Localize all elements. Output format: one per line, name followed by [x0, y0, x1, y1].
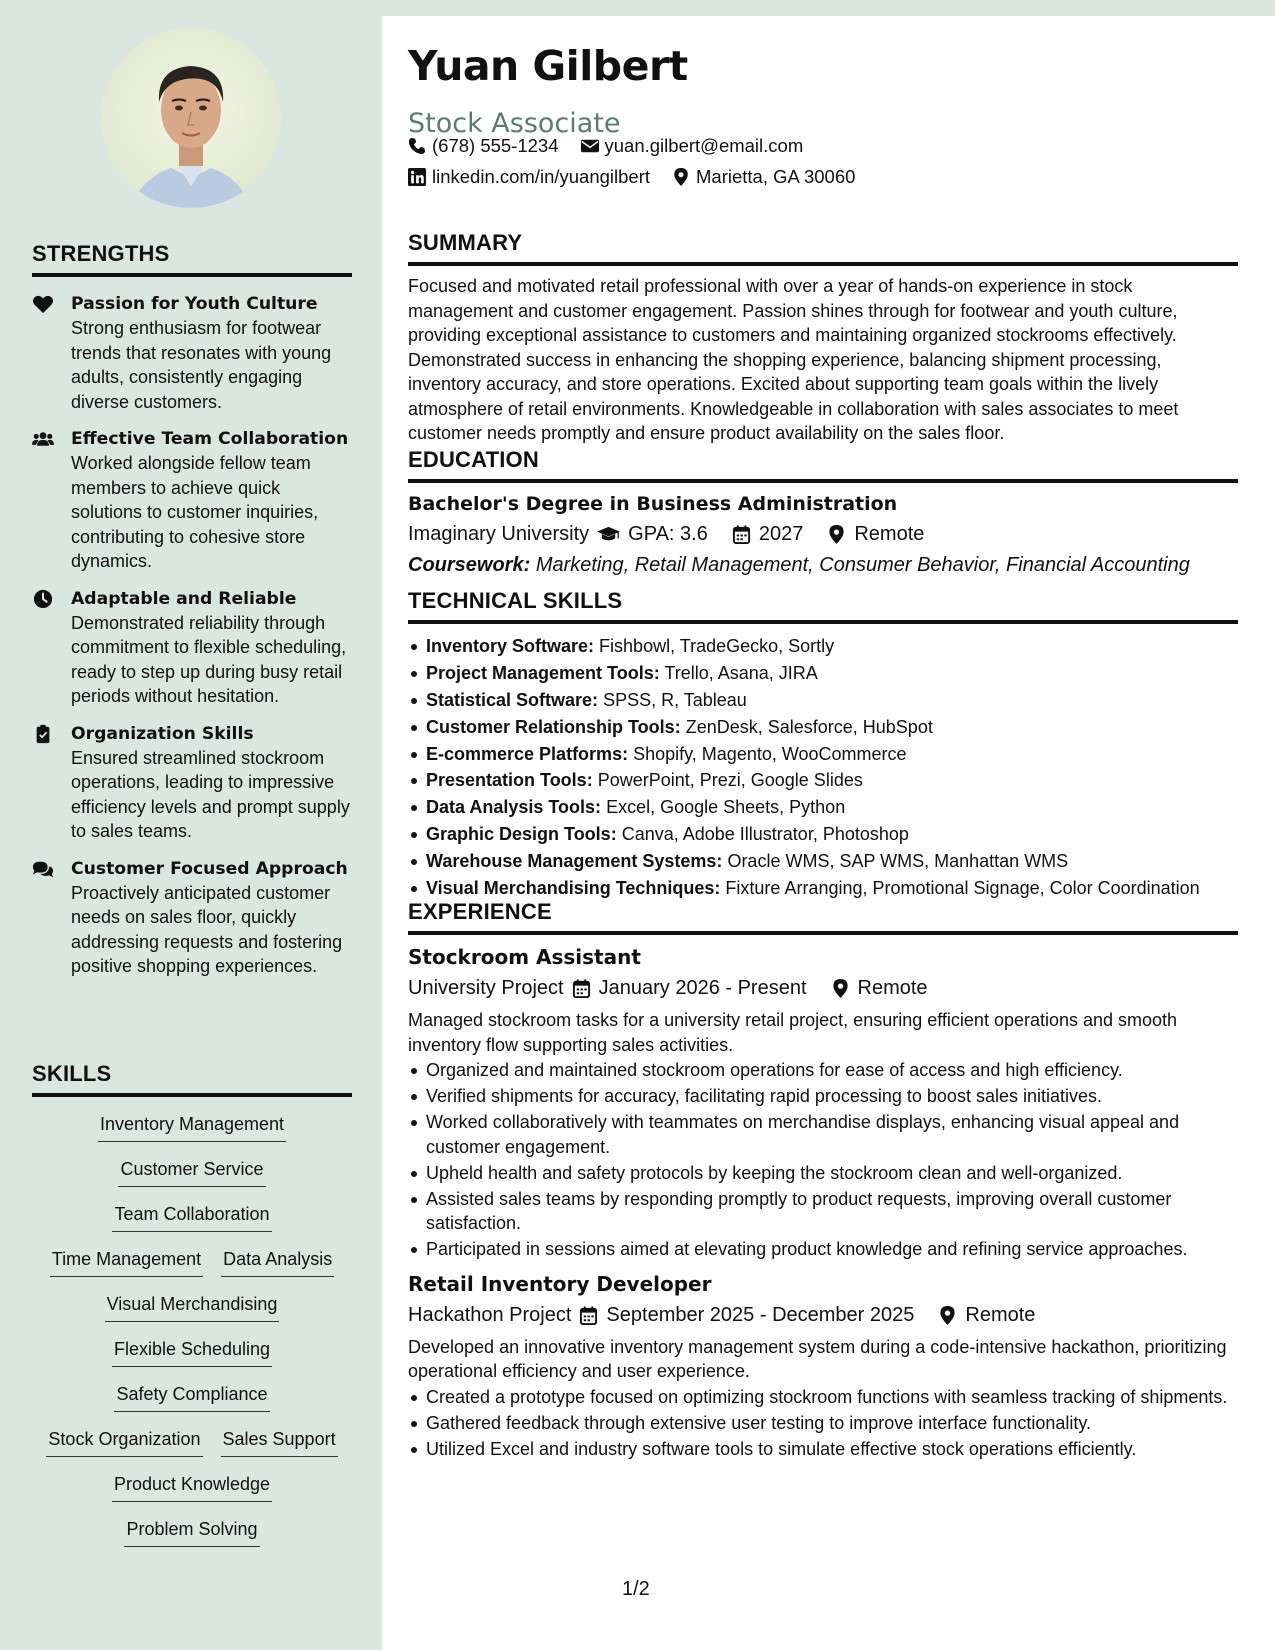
job-location: Remote [857, 977, 928, 999]
strength-desc: Proactively anticipated customer needs on sales floor, quickly addressing requests and fostering positive shopping experiences. [71, 882, 343, 976]
skill-tag: Problem Solving [124, 1516, 259, 1547]
tech-skill-label: Visual Merchandising Techniques: [426, 878, 721, 899]
email-link[interactable]: yuan.gilbert@email.com [604, 135, 804, 156]
tech-skill-label: Graphic Design Tools: [426, 824, 617, 845]
job-bullet: Participated in sessions aimed at elevating product knowledge and refining service approaches. [408, 1237, 1238, 1262]
job-dates: September 2025 - December 2025 [606, 1303, 915, 1326]
strength-item [32, 588, 352, 709]
tech-skill-item [408, 795, 1238, 820]
strength-desc: Strong enthusiasm for footwear trends that resonates with young adults, consistently engaging diverse customers. [71, 318, 332, 412]
skill-tag: Time Management [50, 1246, 203, 1277]
phone-icon [408, 137, 426, 155]
experience-section [408, 899, 1238, 1463]
tech-skill-item [408, 661, 1238, 686]
strength-title: Organization Skills [71, 723, 254, 744]
skill-tag: Sales Support [221, 1426, 338, 1457]
map-pin-icon [938, 1306, 957, 1325]
tech-skill-value: Fishbowl, TradeGecko, Sortly [599, 636, 835, 656]
job-role: Stockroom Assistant [408, 945, 641, 969]
job-description: Developed an innovative inventory management system during a code-intensive hackathon, prioritizing operational efficiency and user experience. [408, 1336, 1227, 1381]
summary-heading: SUMMARY [408, 230, 1238, 266]
skill-tag: Safety Compliance [114, 1381, 269, 1412]
tech-skill-value: SPSS, R, Tableau [603, 689, 747, 710]
candidate-name: Yuan Gilbert [408, 42, 688, 90]
coursework-label: Coursework: [408, 554, 531, 576]
education-meta [408, 523, 1238, 546]
tech-skill-label: Project Management Tools: [426, 662, 660, 683]
clipboard-check-icon [32, 724, 54, 744]
tech-skill-value: Shopify, Magento, WooCommerce [633, 743, 907, 764]
skill-tag: Inventory Management [98, 1111, 286, 1142]
technical-skills-section [408, 588, 1238, 903]
map-pin-icon [672, 168, 690, 186]
job-description: Managed stockroom tasks for a university retail project, ensuring efficient operations and smooth inventory flow supporting sales activities. [408, 1010, 1178, 1055]
job-bullet: Utilized Excel and industry software tools to simulate effective stock operations efficiently. [408, 1437, 1238, 1462]
clock-icon [32, 589, 54, 609]
strength-item [32, 293, 352, 414]
heart-icon [32, 294, 54, 314]
strength-desc: Ensured streamlined stockroom operations, leading to impressive efficiency levels and prompt supply to sales teams. [71, 747, 350, 841]
tech-skill-item [408, 688, 1238, 713]
job-meta [408, 1304, 1238, 1327]
tech-skill-value: ZenDesk, Salesforce, HubSpot [685, 716, 933, 737]
job-dates: January 2026 - Present [598, 977, 807, 999]
degree-title: Bachelor's Degree in Business Administration [408, 493, 898, 515]
job-bullet: Organized and maintained stockroom operations for ease of access and high efficiency. [408, 1058, 1238, 1083]
education-section [408, 447, 1238, 577]
phone-text[interactable]: (678) 555-1234 [432, 135, 559, 156]
technical-skills-heading: TECHNICAL SKILLS [408, 588, 1238, 624]
strength-desc: Demonstrated reliability through commitment to flexible scheduling, ready to step up during busy retail periods without hesitation. [71, 612, 347, 706]
job-bullet: Gathered feedback through extensive user testing to improve interface functionality. [408, 1411, 1238, 1436]
skill-tag: Product Knowledge [112, 1471, 272, 1502]
tech-skill-item [408, 634, 1238, 659]
tech-skill-item [408, 742, 1238, 767]
job-bullet: Assisted sales teams by responding promptly to product requests, improving overall customer satisfaction. [408, 1187, 1238, 1236]
job-org: Hackathon Project [408, 1303, 572, 1326]
map-pin-icon [827, 525, 846, 544]
location-text: Marietta, GA 30060 [696, 166, 856, 187]
summary-section [408, 230, 1238, 446]
tech-skill-value: Canva, Adobe Illustrator, Photoshop [621, 824, 909, 845]
school-name: Imaginary University [408, 523, 590, 545]
linkedin-link[interactable]: linkedin.com/in/yuangilbert [432, 166, 651, 187]
job-org: University Project [408, 977, 564, 999]
experience-heading: EXPERIENCE [408, 899, 1238, 935]
job-bullet: Worked collaboratively with teammates on merchandise displays, enhancing visual appeal and customer engagement. [408, 1110, 1238, 1159]
strengths-section [32, 241, 352, 979]
main-content [382, 16, 1275, 1650]
tech-skill-label: Warehouse Management Systems: [426, 851, 723, 872]
tech-skill-value: Fixture Arranging, Promotional Signage, Color Coordination [725, 878, 1200, 899]
calendar-icon [579, 1306, 598, 1325]
tech-skill-item [408, 876, 1238, 901]
tech-skill-value: Oracle WMS, SAP WMS, Manhattan WMS [727, 851, 1069, 872]
job-bullet: Upheld health and safety protocols by keeping the stockroom clean and well-organized. [408, 1161, 1238, 1186]
tech-skill-value: Trello, Asana, JIRA [664, 662, 818, 683]
tech-skill-item [408, 715, 1238, 740]
sidebar [0, 0, 382, 1650]
tech-skill-label: Presentation Tools: [426, 770, 593, 791]
job-bullet: Created a prototype focused on optimizing stockroom functions with seamless tracking of shipments. [408, 1385, 1238, 1410]
comments-icon [32, 859, 54, 879]
strength-title: Customer Focused Approach [71, 858, 348, 879]
profile-photo [101, 28, 281, 208]
tech-skill-item [408, 822, 1238, 847]
map-pin-icon [831, 979, 850, 998]
strength-item [32, 858, 352, 979]
job-meta [408, 977, 1238, 1000]
job-title: Stock Associate [408, 108, 621, 139]
education-location: Remote [854, 523, 925, 545]
job-role: Retail Inventory Developer [408, 1271, 712, 1296]
strength-item [32, 428, 352, 574]
users-icon [32, 429, 54, 449]
gpa-text: GPA: 3.6 [628, 523, 708, 545]
tech-skill-label: Inventory Software: [426, 636, 595, 656]
skill-tag: Customer Service [118, 1156, 265, 1187]
strengths-heading: STRENGTHS [32, 241, 352, 277]
tech-skill-item [408, 768, 1238, 793]
tech-skill-item [408, 849, 1238, 874]
tech-skill-label: Data Analysis Tools: [426, 797, 602, 818]
tech-skill-label: Customer Relationship Tools: [426, 716, 681, 737]
strength-title: Passion for Youth Culture [71, 294, 318, 314]
contact-row-2 [408, 166, 855, 188]
skill-tag: Flexible Scheduling [112, 1336, 272, 1367]
strength-item [32, 723, 352, 844]
linkedin-icon [408, 168, 426, 186]
coursework [408, 554, 1238, 577]
skill-tag: Visual Merchandising [105, 1291, 280, 1322]
tech-skill-value: PowerPoint, Prezi, Google Slides [597, 770, 863, 791]
experience-entry [408, 945, 1238, 1262]
contact-row-1 [408, 135, 803, 157]
skill-tag: Team Collaboration [112, 1201, 271, 1232]
skill-tag: Data Analysis [221, 1246, 334, 1277]
strength-title: Adaptable and Reliable [71, 588, 297, 609]
experience-entry [408, 1272, 1238, 1462]
skills-heading: SKILLS [32, 1061, 352, 1097]
strength-desc: Worked alongside fellow team members to achieve quick solutions to customer inquiries, contributing to cohesive store dynamics. [71, 453, 319, 571]
strength-title: Effective Team Collaboration [71, 429, 349, 449]
envelope-icon [581, 137, 599, 155]
tech-skill-label: E-commerce Platforms: [426, 743, 629, 764]
skill-tag: Stock Organization [46, 1426, 202, 1457]
calendar-icon [732, 525, 751, 544]
coursework-list: Marketing, Retail Management, Consumer Behavior, Financial Accounting [535, 554, 1190, 576]
tech-skill-label: Statistical Software: [426, 689, 599, 710]
job-bullet: Verified shipments for accuracy, facilitating rapid processing to boost sales initiatives. [408, 1084, 1238, 1109]
graduation-cap-icon [597, 525, 620, 544]
education-heading: EDUCATION [408, 447, 1238, 483]
tech-skill-value: Excel, Google Sheets, Python [606, 797, 846, 818]
job-location: Remote [965, 1303, 1036, 1326]
calendar-icon [572, 979, 591, 998]
summary-text: Focused and motivated retail professional with over a year of hands-on experience in stock management and customer engagement. Passion shines through for footwear and youth culture, providing exceptional assistance to customers and maintaining organized stockrooms effectively. Demonstrated success in enhancing the shopping experience, balancing shipment processing, inventory accuracy, and store operations. Excited about supporting team goals within the lively atmosphere of retail environments. Knowledgeable in collaboration with sales associates to meet customer needs promptly and ensure product availability on the sales floor. [408, 276, 1179, 443]
graduation-year: 2027 [758, 523, 804, 545]
page-number: 1/2 [622, 1578, 650, 1600]
skills-section [32, 1061, 352, 1561]
